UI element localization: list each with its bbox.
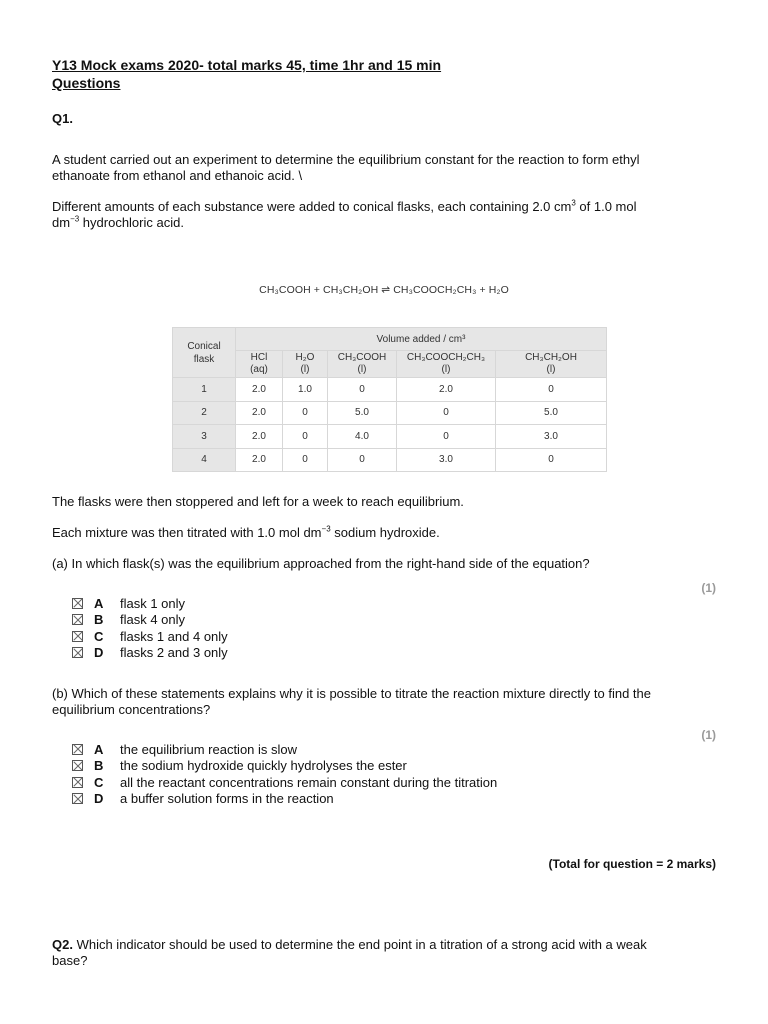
table-row <box>173 425 607 449</box>
volume-cell: 2.0 <box>236 448 283 472</box>
col-ethanoic-acid: CH₃COOH (l) <box>328 351 397 378</box>
column-header-row <box>173 351 607 378</box>
volume-cell: 0 <box>496 378 607 402</box>
part-b-option-c[interactable]: C all the reactant concentrations remain constant during the titration <box>72 774 497 791</box>
part-b-option-d[interactable]: D a buffer solution forms in the reaction <box>72 791 497 808</box>
q1-label: Q1. <box>52 111 73 126</box>
volume-table <box>172 327 607 472</box>
questions-heading: Questions <box>52 75 121 91</box>
checkbox-icon[interactable] <box>72 793 83 804</box>
exam-title: Y13 Mock exams 2020- total marks 45, time 1hr and 15 min <box>52 57 442 73</box>
volume-cell: 2.0 <box>236 378 283 402</box>
checkbox-icon[interactable] <box>72 598 83 609</box>
checkbox-icon[interactable] <box>72 631 83 642</box>
table-row <box>173 378 607 402</box>
part-a-option-d[interactable]: D flasks 2 and 3 only <box>72 645 228 662</box>
q1-setup-line2: $dm^{-3}$ hydrochloric acid. <box>52 214 184 230</box>
volume-cell: 5.0 <box>496 401 607 425</box>
part-b-options <box>72 741 497 807</box>
q1-intro-line1: A student carried out an experiment to determine the equilibrium constant for the reaction to form ethyl <box>52 152 640 167</box>
q1-after-table-2: Each mixture was then titrated with 1.0 mol $dm^{-3}$ sodium hydroxide. <box>52 524 440 540</box>
volume-cell: 1.0 <box>283 378 328 402</box>
table-row <box>173 448 607 472</box>
flask-number-cell: 2 <box>173 401 236 425</box>
checkbox-icon[interactable] <box>72 614 83 625</box>
part-b-marks: (1) <box>701 728 716 742</box>
col-water: H₂O (l) <box>283 351 328 378</box>
q1-intro <box>52 152 722 184</box>
volume-cell: 2.0 <box>397 378 496 402</box>
q1-total-marks: (Total for question = 2 marks) <box>548 857 716 871</box>
checkbox-icon[interactable] <box>72 760 83 771</box>
col-ethanol: CH₃CH₂OH (l) <box>496 351 607 378</box>
volume-cell: 3.0 <box>496 425 607 449</box>
volume-cell: 3.0 <box>397 448 496 472</box>
part-a-option-b[interactable]: B flask 4 only <box>72 612 228 629</box>
flask-number-cell: 1 <box>173 378 236 402</box>
part-a-options <box>72 595 228 661</box>
col-hcl: HCl (aq) <box>236 351 283 378</box>
part-a-option-c[interactable]: C flasks 1 and 4 only <box>72 628 228 645</box>
volume-cell: 2.0 <box>236 425 283 449</box>
q1-after-table-1: The flasks were then stoppered and left for a week to reach equilibrium. <box>52 494 464 509</box>
volume-cell: 0 <box>496 448 607 472</box>
checkbox-icon[interactable] <box>72 777 83 788</box>
flask-number-cell: 4 <box>173 448 236 472</box>
reaction-equation: CH₃COOH + CH₃CH₂OH ⇌ CH₃COOCH₂CH₃ + H₂O <box>259 284 509 296</box>
volume-cell: 0 <box>328 378 397 402</box>
volume-cell: 0 <box>283 425 328 449</box>
checkbox-icon[interactable] <box>72 647 83 658</box>
q2-label: Q2. <box>52 937 73 952</box>
part-a-marks: (1) <box>701 581 716 595</box>
volume-cell: 0 <box>328 448 397 472</box>
volume-cell: 0 <box>397 425 496 449</box>
volume-cell: 2.0 <box>236 401 283 425</box>
volume-group-header: Volume added / cm³ <box>236 328 607 351</box>
flask-column-header: Conical flask <box>173 328 236 378</box>
table-row <box>173 401 607 425</box>
part-b-option-a[interactable]: A the equilibrium reaction is slow <box>72 741 497 758</box>
q1-setup-line1: Different amounts of each substance were added to conical flasks, each containing 2.0 $cm^3$ of 1.0 mol <box>52 198 637 214</box>
part-b-question: (b) Which of these statements explains why it is possible to titrate the reaction mixture directly to find the equilibrium concentrations? <box>52 686 651 717</box>
checkbox-icon[interactable] <box>72 744 83 755</box>
part-a-question: (a) In which flask(s) was the equilibrium approached from the right-hand side of the equation? <box>52 556 590 571</box>
col-ethyl-ethanoate: CH₃COOCH₂CH₃ (l) <box>397 351 496 378</box>
volume-cell: 0 <box>397 401 496 425</box>
part-a-option-a[interactable]: A flask 1 only <box>72 595 228 612</box>
volume-cell: 4.0 <box>328 425 397 449</box>
q2-text: Q2. Which indicator should be used to determine the end point in a titration of a strong acid with a weak base? <box>52 937 647 968</box>
volume-cell: 0 <box>283 448 328 472</box>
volume-cell: 0 <box>283 401 328 425</box>
q1-intro-line2: ethanoate from ethanol and ethanoic acid. \ <box>52 168 303 183</box>
q1-setup <box>52 199 722 231</box>
part-b-option-b[interactable]: B the sodium hydroxide quickly hydrolyses the ester <box>72 758 497 775</box>
flask-number-cell: 3 <box>173 425 236 449</box>
volume-cell: 5.0 <box>328 401 397 425</box>
